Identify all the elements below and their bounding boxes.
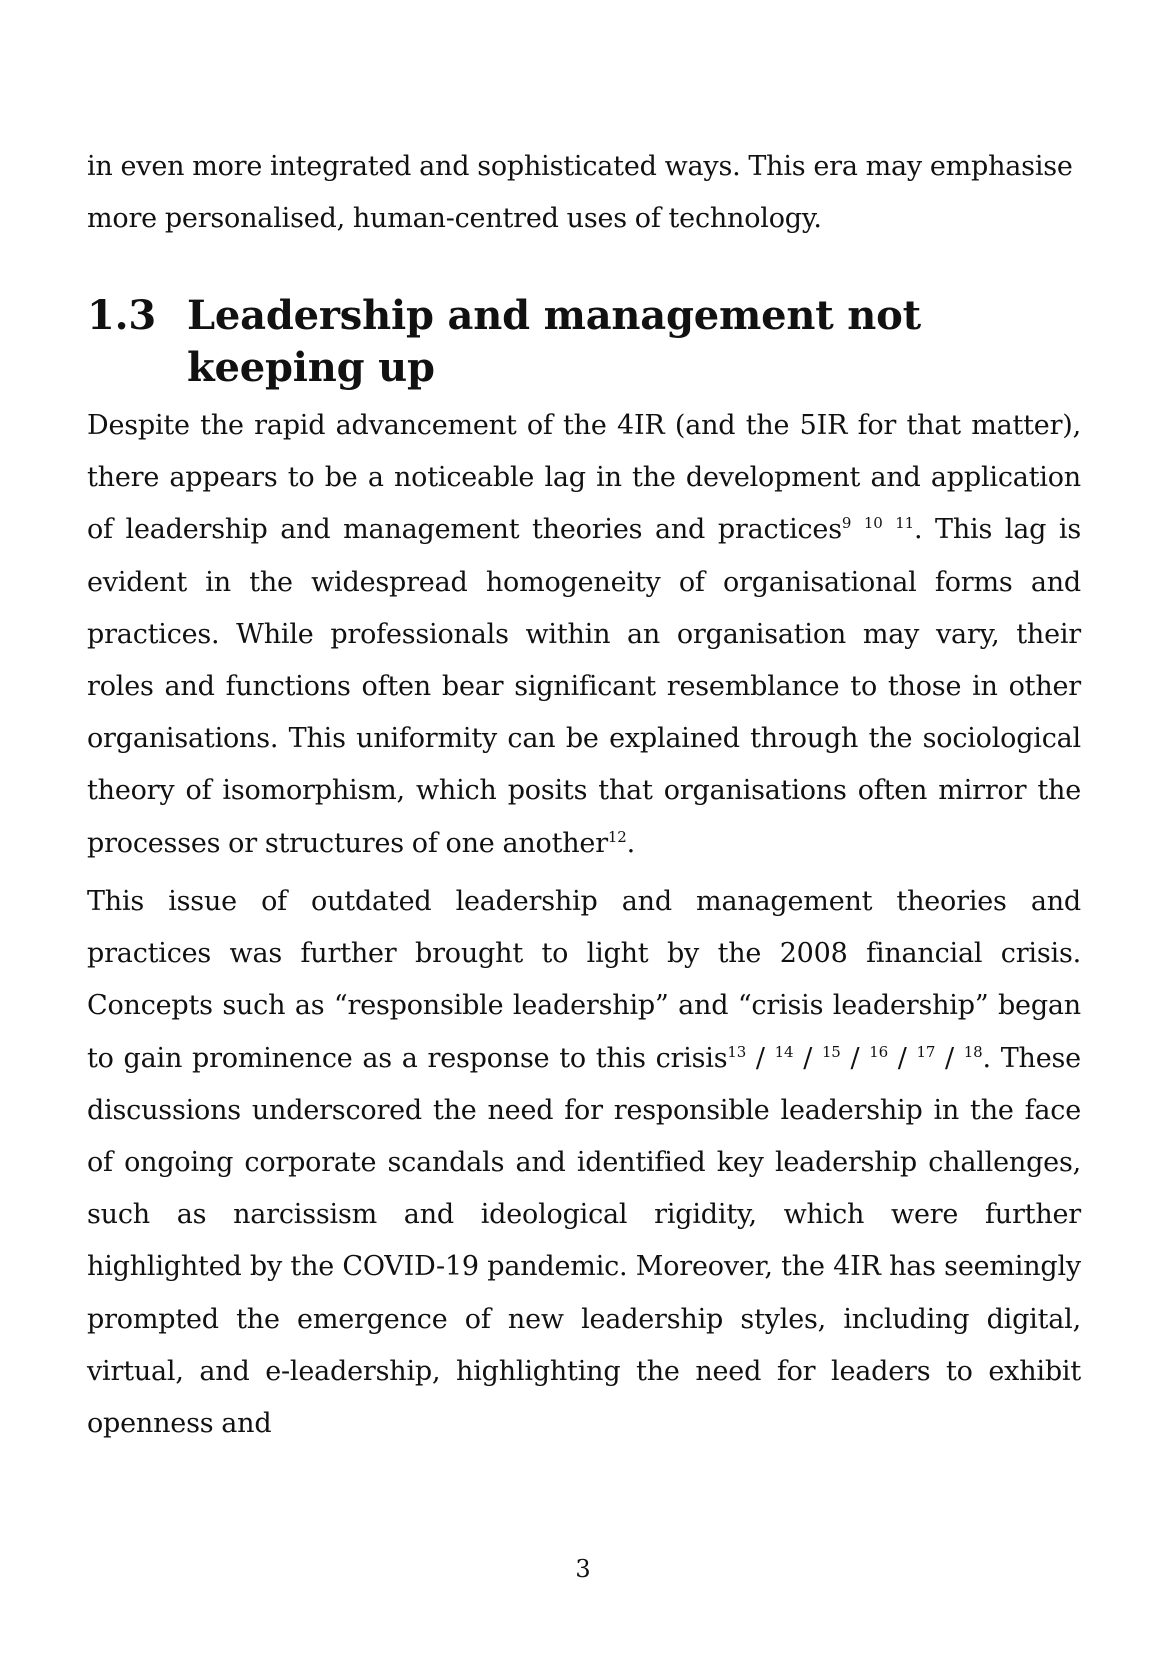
section-number: 1.3 <box>87 292 156 339</box>
section-title: Leadership and management not keeping up <box>187 292 921 391</box>
footnote-separator: / <box>945 1042 954 1074</box>
footnote-ref-16[interactable]: 16 <box>869 1042 888 1061</box>
footnote-separator: / <box>850 1042 860 1074</box>
paragraph-2-text-a: This issue of outdated leadership and management theories and practices was further brought to light by the 2008 financial crisis. Concepts such as “responsible leadership” and “crisis leadership” began to gain prominence as a response to this crisis <box>87 886 1081 1074</box>
intro-text: in even more integrated and sophisticated ways. This era may emphasise more personalised, human-centred uses of technology. <box>87 151 1073 235</box>
page-number: 3 <box>575 1555 591 1583</box>
paragraph-1 <box>87 400 1081 870</box>
section-heading <box>87 290 1087 394</box>
footnote-ref-17[interactable]: 17 <box>916 1042 936 1061</box>
paragraph-1-text-b: . This lag is evident in the widespread homogeneity of organisational forms and practices. While professionals within an organisation may vary, their roles and functions often bear significant resemblance to those in other organisations. This uniformity can be explained through the sociological theory of isomorphism, which posits that organisations often mirror the processes or structures of one another <box>87 514 1081 859</box>
footnote-separator: / <box>897 1042 907 1074</box>
footnote-ref-15[interactable]: 15 <box>821 1042 841 1061</box>
footnote-ref-12[interactable]: 12 <box>607 827 627 846</box>
intro-paragraph <box>87 141 1081 245</box>
paragraph-1-text-a: Despite the rapid advancement of the 4IR (and the 5IR for that matter), there appears to be a noticeable lag in the development and application of leadership and management theories and practices <box>87 410 1081 546</box>
paragraph-2 <box>87 876 1081 1450</box>
footnote-ref-18[interactable]: 18 <box>963 1042 983 1061</box>
footnote-separator: / <box>755 1042 765 1074</box>
footnote-ref-13[interactable]: 13 <box>727 1042 747 1061</box>
paragraph-1-text-c: . <box>626 827 635 859</box>
footnote-ref-9[interactable]: 9 <box>841 514 852 533</box>
footnote-ref-10[interactable]: 10 <box>863 514 883 533</box>
footnote-ref-11[interactable]: 11 <box>895 514 914 533</box>
footnote-ref-14[interactable]: 14 <box>774 1042 794 1061</box>
footnote-separator: / <box>803 1042 813 1074</box>
paragraph-2-text-b: . These discussions underscored the need for responsible leadership in the face of ongoing corporate scandals and identified key leadership challenges, such as narcissism and ideological rigidity, which were further highlighted by the COVID-19 pandemic. Moreover, the 4IR has seemingly prompted the emergence of new leadership styles, including digital, virtual, and e-leadership, highlighting the need for leaders to exhibit openness and <box>87 1042 1081 1440</box>
